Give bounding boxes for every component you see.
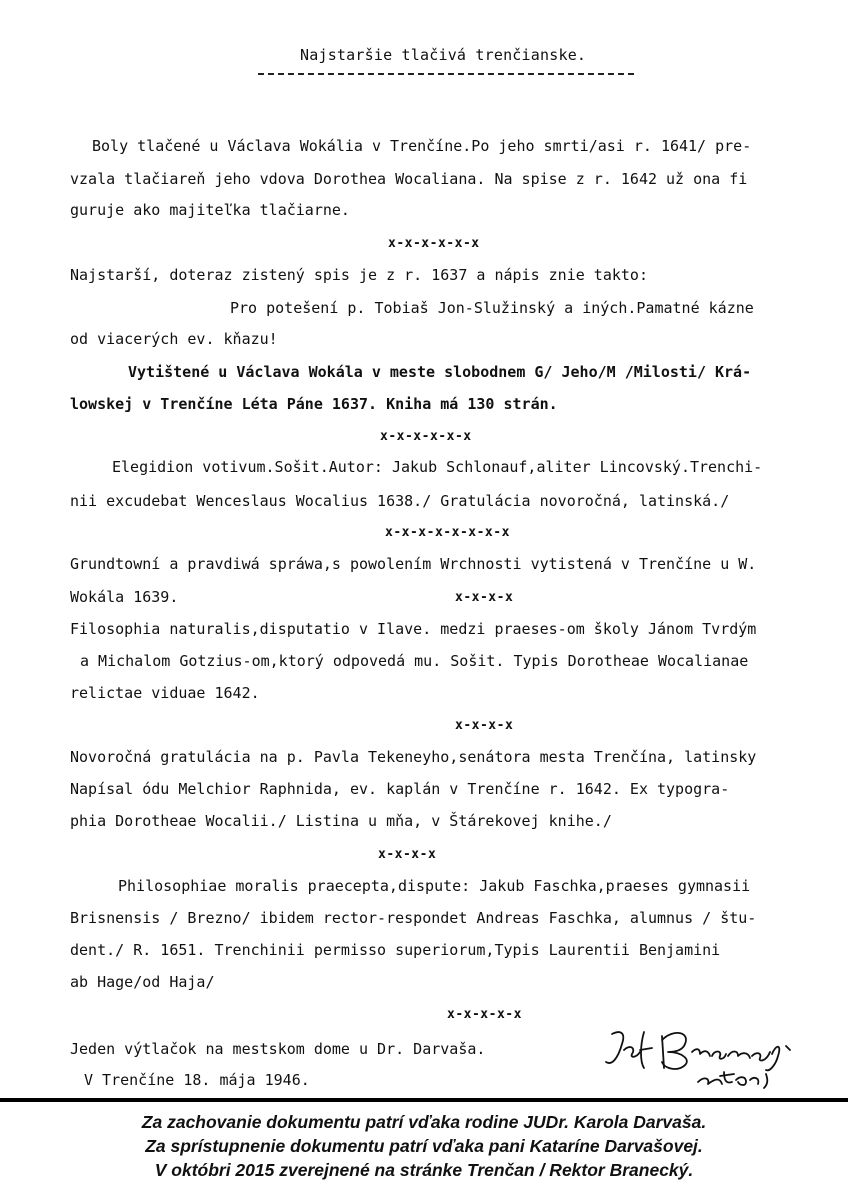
closing-line: Jeden výtlačok na mestskom dome u Dr. Darvaša. [70, 1040, 486, 1058]
entry-line: nii excudebat Wenceslaus Wocalius 1638./ Gratulácia novoročná, latinská./ [70, 492, 730, 510]
entry-line: Elegidion votivum.Sošit.Autor: Jakub Schlonauf,aliter Lincovský.Trenchi- [112, 458, 763, 476]
footer-credits [0, 1110, 848, 1182]
title-underline [258, 73, 634, 75]
entry-line: Grundtowní a pravdiwá spráwa,s powolením Wrchnosti vytistená v Trenčíne u W. [70, 555, 757, 573]
entry-line: ab Hage/od Haja/ [70, 973, 215, 991]
intro-line: guruje ako majiteľka tlačiarne. [70, 201, 350, 219]
entry-line: a Michalom Gotzius-om,ktorý odpovedá mu. Sošit. Typis Dorotheae Wocalianae [80, 652, 749, 670]
document-title: Najstaršie tlačivá trenčianske. [300, 46, 587, 64]
entry-line: Napísal ódu Melchior Raphnida, ev. kaplán v Trenčíne r. 1642. Ex typogra- [70, 780, 730, 798]
entry-line: phia Dorotheae Wocalii./ Listina u mňa, v Štárekovej knihe./ [70, 812, 612, 830]
entry-line: Philosophiae moralis praecepta,dispute: Jakub Faschka,praeses gymnasii [118, 877, 751, 895]
intro-line: vzala tlačiareň jeho vdova Dorothea Wocaliana. Na spise z r. 1642 už ona fi [70, 170, 748, 188]
footer-line: Za zachovanie dokumentu patrí vďaka rodine JUDr. Karola Darvaša. [141, 1112, 707, 1132]
entry-line: Novoročná gratulácia na p. Pavla Tekeneyho,senátora mesta Trenčína, latinsky [70, 748, 757, 766]
separator: x-x-x-x-x [447, 1007, 522, 1022]
entry-line: Brisnensis / Brezno/ ibidem rector-respondet Andreas Faschka, alumnus / štu- [70, 909, 757, 927]
entry-line: Filosophia naturalis,disputatio v Ilave. medzi praeses-om školy Jánom Tvrdým [70, 620, 757, 638]
entry-line: lowskej v Trenčíne Léta Páne 1637. Kniha má 130 strán. [70, 395, 558, 413]
footer-line: V októbri 2015 zverejnené na stránke Trenčan / Rektor Branecký. [154, 1160, 694, 1180]
separator: x-x-x-x [455, 590, 514, 605]
entry-line: Pro potešení p. Tobiaš Jon-Služinský a iných.Pamatné kázne [230, 299, 754, 317]
entry-line: od viacerých ev. kňazu! [70, 330, 278, 348]
entry-line: relictae viduae 1642. [70, 684, 260, 702]
separator: x-x-x-x-x-x [380, 429, 472, 444]
separator: x-x-x-x [378, 847, 437, 862]
entry-line: Najstarší, doteraz zistený spis je z r. 1637 a nápis znie takto: [70, 266, 648, 284]
footer-divider [0, 1098, 848, 1102]
handwritten-signature [600, 1022, 810, 1092]
intro-line: Boly tlačené u Václava Wokália v Trenčíne.Po jeho smrti/asi r. 1641/ pre- [92, 137, 752, 155]
separator: x-x-x-x [455, 718, 514, 733]
entry-line: dent./ R. 1651. Trenchinii permisso superiorum,Typis Laurentii Benjamini [70, 941, 721, 959]
separator: x-x-x-x-x-x [388, 236, 480, 251]
footer-line: Za sprístupnenie dokumentu patrí vďaka pani Kataríne Darvašovej. [145, 1136, 703, 1156]
entry-line: Vytištené u Václava Wokála v meste slobodnem G/ Jeho/M /Milosti/ Krá- [128, 363, 752, 381]
entry-line: Wokála 1639. [70, 588, 179, 606]
closing-date: V Trenčíne 18. mája 1946. [84, 1071, 310, 1089]
separator: x-x-x-x-x-x-x-x [385, 525, 510, 540]
